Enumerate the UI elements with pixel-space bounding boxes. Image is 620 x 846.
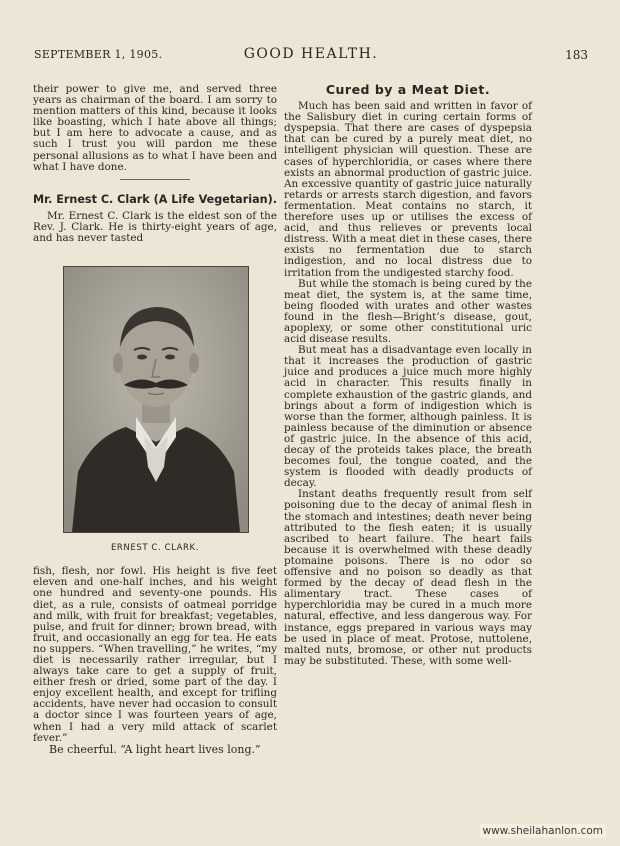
page-header	[34, 46, 588, 66]
issue-date: SEPTEMBER 1, 1905.	[34, 48, 163, 61]
right-column	[284, 84, 532, 667]
section-title: Mr. Ernest C. Clark (A Life Vegetarian).	[33, 192, 277, 206]
article-title: Cured by a Meat Diet.	[325, 82, 491, 97]
watermark: www.sheilahanlon.com	[480, 824, 607, 838]
page-number: 183	[565, 48, 588, 62]
bio-paragraph-1: Mr. Ernest C. Clark is the eldest son of the Rev. J. Clark. He is thirty-eight years of age, and has never tasted	[33, 209, 277, 245]
article-paragraph-1: Much has been said and written in favor of the Salisbury diet in curing certain forms of dyspepsia. That there are cases of dyspepsia that can be cured by a purely meat diet, no intelligent physician will question. These are cases of hyperchloridia, or cases where there exists an abnormal production of gastric juice. An excessive quantity of gastric juice naturally retards or arrests starch digestion, and favors fermentation. Meat contains no starch, it therefore uses up or utilises the excess of acid, and thus relieves or prevents local distress. With a meat diet in these cases, there exists no fermentation due to starch indigestion, and no local distress due to irritation from the undigested starchy food.	[284, 100, 532, 279]
bio-paragraph-2: fish, flesh, nor fowl. His height is five feet eleven and one-half inches, and his weight one hundred and seventy-one pounds. His diet, as a rule, consists of oatmeal porridge and milk, with fruit for breakfast; vegetables, pulse, and fruit for dinner; brown bread, with fruit, and occasionally an egg for tea. He eats no suppers. “When travelling,” he writes, “my diet is necessarily rather irregular, but I always take care to get a supply of fruit, either fresh or dried, some part of the day. I enjoy excellent health, and except for trifling accidents, have never had occasion to consult a doctor since I was fourteen years of age, when I had a very mild attack of scarlet fever.”	[33, 565, 277, 744]
divider	[120, 179, 190, 180]
article-paragraph-2: But while the stomach is being cured by the meat diet, the system is, at the same time, being flooded with urates and other wastes found in the flesh—Bright’s disease, gout, apoplexy, or some other constitutional uric acid disease results.	[284, 277, 532, 346]
intro-paragraph: their power to give me, and served three years as chairman of the board. I am sorry to mention matters of this kind, because it looks like boasting, which I hate above all things; but I am here to advocate a cause, and as such I trust you will pardon me these personal allusions as to what I have been and what I have done.	[33, 83, 277, 173]
motto: Be cheerful. “A light heart lives long.”	[49, 742, 261, 756]
portrait-figure	[63, 266, 247, 554]
journal-title: GOOD HEALTH.	[243, 46, 379, 62]
portrait-caption: ERNEST C. CLARK.	[110, 543, 200, 554]
article-paragraph-4: Instant deaths frequently result from self poisoning due to the decay of animal flesh in the stomach and intestines; death never being attributed to the flesh eaten; it is usually ascribed to heart failure. The heart fails because it is overwhelmed with these deadly ptomaine poisons. There is no odor so offensive and no poison so deadly as that formed by the decay of dead flesh in the alimentary tract. These cases of hyperchloridia may be cured in a much more natural, effective, and less dangerous way. For instance, eggs prepared in various ways may be used in place of meat. Protose, nuttolene, malted nuts, bromose, or other nut products may be substituted. These, with some well-	[284, 488, 532, 667]
portrait-photo	[63, 266, 249, 533]
article-paragraph-3: But meat has a disadvantage even locally in that it increases the production of gastric juice and produces a juice much more highly acid in character. This results finally in complete exhaustion of the gastric glands, and brings about a form of indigestion which is worse than the former, although painless. It is painless because of the diminution or absence of gastric juice. In the absence of this acid, decay of the proteids takes place, the breath becomes foul, the tongue coated, and the system is flooded with deadly products of decay.	[284, 344, 532, 490]
left-column	[33, 84, 277, 755]
